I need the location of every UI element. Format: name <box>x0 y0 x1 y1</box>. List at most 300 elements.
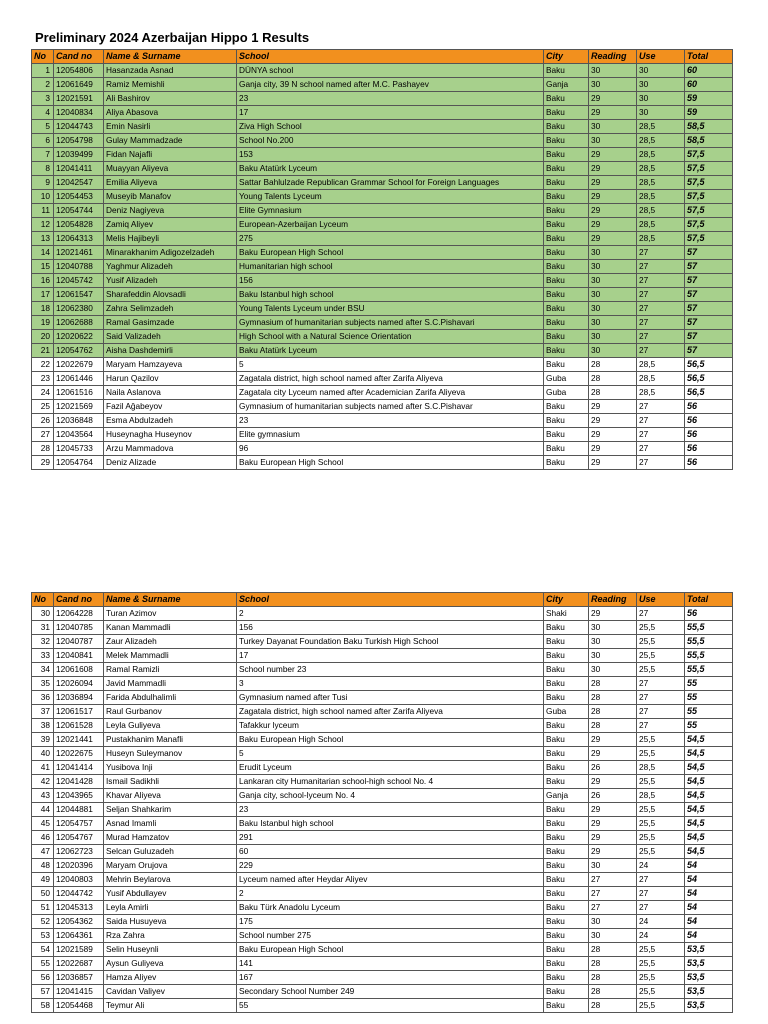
cell-reading: 28 <box>589 677 637 691</box>
cell-city: Baku <box>544 148 589 162</box>
table-row <box>32 120 733 134</box>
cell-cand-no: 12026094 <box>54 677 104 691</box>
table-row <box>32 400 733 414</box>
cell-school: Lyceum named after Heydar Aliyev <box>237 873 544 887</box>
cell-no: 16 <box>32 274 54 288</box>
results-table-2 <box>31 592 733 1013</box>
cell-cand-no: 12040788 <box>54 260 104 274</box>
table-row <box>32 134 733 148</box>
cell-city: Baku <box>544 957 589 971</box>
cell-cand-no: 12040785 <box>54 621 104 635</box>
cell-name: Ramal Ramizli <box>104 663 237 677</box>
cell-name: Leyla Amirli <box>104 901 237 915</box>
cell-no: 39 <box>32 733 54 747</box>
cell-city: Baku <box>544 845 589 859</box>
cell-use: 25,5 <box>637 957 685 971</box>
cell-total: 57 <box>685 260 733 274</box>
cell-no: 50 <box>32 887 54 901</box>
cell-no: 2 <box>32 78 54 92</box>
header-name: Name & Surname <box>104 50 237 64</box>
cell-no: 27 <box>32 428 54 442</box>
cell-reading: 30 <box>589 260 637 274</box>
cell-cand-no: 12064361 <box>54 929 104 943</box>
cell-total: 57 <box>685 288 733 302</box>
cell-cand-no: 12040787 <box>54 635 104 649</box>
cell-use: 28,5 <box>637 120 685 134</box>
cell-city: Baku <box>544 859 589 873</box>
cell-cand-no: 12054744 <box>54 204 104 218</box>
cell-use: 28,5 <box>637 218 685 232</box>
cell-city: Baku <box>544 442 589 456</box>
cell-use: 28,5 <box>637 162 685 176</box>
cell-reading: 30 <box>589 649 637 663</box>
cell-name: Maryam Orujova <box>104 859 237 873</box>
cell-reading: 29 <box>589 817 637 831</box>
cell-reading: 28 <box>589 985 637 999</box>
cell-city: Baku <box>544 901 589 915</box>
cell-name: Turan Azimov <box>104 607 237 621</box>
table-row <box>32 148 733 162</box>
cell-cand-no: 12061608 <box>54 663 104 677</box>
cell-cand-no: 12054767 <box>54 831 104 845</box>
cell-school: 17 <box>237 106 544 120</box>
cell-total: 54 <box>685 873 733 887</box>
cell-no: 43 <box>32 789 54 803</box>
cell-total: 58,5 <box>685 120 733 134</box>
cell-school: 229 <box>237 859 544 873</box>
cell-reading: 30 <box>589 344 637 358</box>
cell-total: 56,5 <box>685 358 733 372</box>
cell-reading: 30 <box>589 134 637 148</box>
table-row <box>32 190 733 204</box>
cell-name: Seljan Shahkarim <box>104 803 237 817</box>
table-row <box>32 260 733 274</box>
table-header-row <box>32 50 733 64</box>
cell-total: 59 <box>685 92 733 106</box>
header-city: City <box>544 593 589 607</box>
cell-school: Baku Istanbul high school <box>237 288 544 302</box>
cell-use: 27 <box>637 691 685 705</box>
cell-total: 54 <box>685 929 733 943</box>
cell-total: 54,5 <box>685 831 733 845</box>
cell-total: 54 <box>685 901 733 915</box>
header-city: City <box>544 50 589 64</box>
cell-no: 4 <box>32 106 54 120</box>
cell-cand-no: 12041414 <box>54 761 104 775</box>
cell-city: Baku <box>544 204 589 218</box>
cell-name: Hamza Aliyev <box>104 971 237 985</box>
header-total: Total <box>685 50 733 64</box>
cell-reading: 30 <box>589 274 637 288</box>
cell-reading: 29 <box>589 162 637 176</box>
header-reading: Reading <box>589 50 637 64</box>
cell-name: Leyla Guliyeva <box>104 719 237 733</box>
cell-school: High School with a Natural Science Orientation <box>237 330 544 344</box>
cell-use: 27 <box>637 719 685 733</box>
cell-total: 57,5 <box>685 176 733 190</box>
cell-name: Asnad Imamli <box>104 817 237 831</box>
cell-name: Fazil Ağabeyov <box>104 400 237 414</box>
cell-cand-no: 12044742 <box>54 887 104 901</box>
cell-name: Selcan Guluzadeh <box>104 845 237 859</box>
table-row <box>32 873 733 887</box>
cell-school: Young Talents Lyceum <box>237 190 544 204</box>
cell-total: 53,5 <box>685 943 733 957</box>
cell-name: Aliya Abasova <box>104 106 237 120</box>
table-row <box>32 887 733 901</box>
cell-city: Baku <box>544 985 589 999</box>
cell-total: 57 <box>685 344 733 358</box>
cell-use: 25,5 <box>637 649 685 663</box>
cell-no: 48 <box>32 859 54 873</box>
cell-use: 28,5 <box>637 232 685 246</box>
cell-city: Baku <box>544 887 589 901</box>
cell-city: Baku <box>544 92 589 106</box>
cell-city: Baku <box>544 218 589 232</box>
cell-city: Baku <box>544 873 589 887</box>
cell-cand-no: 12054828 <box>54 218 104 232</box>
table-row <box>32 176 733 190</box>
cell-school: 2 <box>237 607 544 621</box>
cell-reading: 30 <box>589 635 637 649</box>
header-use: Use <box>637 593 685 607</box>
cell-school: DÜNYA school <box>237 64 544 78</box>
cell-school: 156 <box>237 274 544 288</box>
cell-use: 27 <box>637 887 685 901</box>
cell-cand-no: 12021461 <box>54 246 104 260</box>
cell-total: 56,5 <box>685 386 733 400</box>
cell-use: 25,5 <box>637 803 685 817</box>
cell-cand-no: 12020396 <box>54 859 104 873</box>
cell-city: Baku <box>544 999 589 1013</box>
table-row <box>32 999 733 1013</box>
cell-total: 54 <box>685 915 733 929</box>
cell-no: 54 <box>32 943 54 957</box>
cell-school: Baku European High School <box>237 733 544 747</box>
cell-no: 10 <box>32 190 54 204</box>
cell-cand-no: 12044881 <box>54 803 104 817</box>
table-row <box>32 733 733 747</box>
cell-use: 28,5 <box>637 789 685 803</box>
cell-use: 28,5 <box>637 372 685 386</box>
cell-total: 53,5 <box>685 985 733 999</box>
cell-no: 45 <box>32 817 54 831</box>
cell-no: 49 <box>32 873 54 887</box>
cell-cand-no: 12043965 <box>54 789 104 803</box>
cell-city: Baku <box>544 358 589 372</box>
cell-use: 27 <box>637 442 685 456</box>
cell-cand-no: 12054764 <box>54 456 104 470</box>
table-row <box>32 162 733 176</box>
cell-name: Melek Mammadli <box>104 649 237 663</box>
cell-name: Raul Gurbanov <box>104 705 237 719</box>
table-row <box>32 78 733 92</box>
cell-no: 5 <box>32 120 54 134</box>
cell-cand-no: 12042547 <box>54 176 104 190</box>
table-row <box>32 677 733 691</box>
cell-city: Baku <box>544 414 589 428</box>
cell-reading: 30 <box>589 64 637 78</box>
cell-no: 24 <box>32 386 54 400</box>
cell-city: Baku <box>544 775 589 789</box>
cell-use: 30 <box>637 64 685 78</box>
cell-reading: 29 <box>589 400 637 414</box>
cell-no: 29 <box>32 456 54 470</box>
table-row <box>32 607 733 621</box>
cell-use: 27 <box>637 873 685 887</box>
cell-no: 47 <box>32 845 54 859</box>
cell-name: Pustakhanim Manafli <box>104 733 237 747</box>
cell-reading: 29 <box>589 442 637 456</box>
cell-name: Gulay Mammadzade <box>104 134 237 148</box>
cell-name: Naila Aslanova <box>104 386 237 400</box>
cell-school: Tafakkur lyceum <box>237 719 544 733</box>
cell-total: 53,5 <box>685 999 733 1013</box>
cell-cand-no: 12061528 <box>54 719 104 733</box>
cell-cand-no: 12062688 <box>54 316 104 330</box>
cell-cand-no: 12036857 <box>54 971 104 985</box>
cell-name: Selin Huseynli <box>104 943 237 957</box>
cell-city: Baku <box>544 747 589 761</box>
cell-city: Baku <box>544 302 589 316</box>
cell-reading: 28 <box>589 386 637 400</box>
table-row <box>32 761 733 775</box>
table-row <box>32 663 733 677</box>
cell-no: 33 <box>32 649 54 663</box>
cell-use: 27 <box>637 288 685 302</box>
cell-school: Gymnasium of humanitarian subjects named after S.C.Pishavari <box>237 316 544 330</box>
cell-no: 35 <box>32 677 54 691</box>
cell-no: 44 <box>32 803 54 817</box>
cell-name: Ali Bashirov <box>104 92 237 106</box>
cell-cand-no: 12039499 <box>54 148 104 162</box>
cell-no: 46 <box>32 831 54 845</box>
cell-city: Baku <box>544 733 589 747</box>
cell-use: 27 <box>637 344 685 358</box>
cell-use: 24 <box>637 929 685 943</box>
cell-no: 19 <box>32 316 54 330</box>
cell-cand-no: 12021591 <box>54 92 104 106</box>
cell-name: Minarakhanim Adigozelzadeh <box>104 246 237 260</box>
cell-total: 57,5 <box>685 204 733 218</box>
cell-school: School number 23 <box>237 663 544 677</box>
cell-no: 3 <box>32 92 54 106</box>
cell-total: 55 <box>685 677 733 691</box>
cell-cand-no: 12044743 <box>54 120 104 134</box>
cell-no: 1 <box>32 64 54 78</box>
cell-total: 57,5 <box>685 218 733 232</box>
cell-use: 28,5 <box>637 358 685 372</box>
table-header-row <box>32 593 733 607</box>
cell-total: 54,5 <box>685 789 733 803</box>
cell-school: Ganja city, school-lyceum No. 4 <box>237 789 544 803</box>
cell-no: 32 <box>32 635 54 649</box>
cell-school: 23 <box>237 92 544 106</box>
cell-school: 96 <box>237 442 544 456</box>
cell-school: 55 <box>237 999 544 1013</box>
cell-reading: 29 <box>589 176 637 190</box>
cell-no: 58 <box>32 999 54 1013</box>
cell-no: 25 <box>32 400 54 414</box>
cell-total: 56,5 <box>685 372 733 386</box>
cell-total: 54,5 <box>685 733 733 747</box>
cell-name: Javid Mammadli <box>104 677 237 691</box>
cell-no: 57 <box>32 985 54 999</box>
cell-city: Baku <box>544 761 589 775</box>
header-no: No <box>32 593 54 607</box>
cell-use: 27 <box>637 274 685 288</box>
cell-use: 25,5 <box>637 999 685 1013</box>
cell-school: Secondary School Number 249 <box>237 985 544 999</box>
table-row <box>32 957 733 971</box>
cell-use: 25,5 <box>637 621 685 635</box>
cell-total: 54,5 <box>685 747 733 761</box>
cell-city: Baku <box>544 190 589 204</box>
cell-reading: 29 <box>589 92 637 106</box>
cell-name: Mehrin Beylarova <box>104 873 237 887</box>
cell-reading: 30 <box>589 246 637 260</box>
cell-no: 15 <box>32 260 54 274</box>
cell-school: Baku Atatürk Lyceum <box>237 162 544 176</box>
cell-name: Maryam Hamzayeva <box>104 358 237 372</box>
cell-school: Lankaran city Humanitarian school-high school No. 4 <box>237 775 544 789</box>
table-row <box>32 929 733 943</box>
cell-use: 25,5 <box>637 831 685 845</box>
cell-total: 58,5 <box>685 134 733 148</box>
cell-name: Hasanzada Asnad <box>104 64 237 78</box>
cell-school: School No.200 <box>237 134 544 148</box>
table-row <box>32 943 733 957</box>
cell-total: 54,5 <box>685 761 733 775</box>
table-row <box>32 456 733 470</box>
cell-cand-no: 12064313 <box>54 232 104 246</box>
cell-school: Zagatala city Lyceum named after Academician Zarifa Aliyeva <box>237 386 544 400</box>
cell-name: Murad Hamzatov <box>104 831 237 845</box>
cell-name: Zaur Alizadeh <box>104 635 237 649</box>
cell-cand-no: 12054362 <box>54 915 104 929</box>
cell-total: 57 <box>685 330 733 344</box>
page-title: Preliminary 2024 Azerbaijan Hippo 1 Results <box>35 30 310 45</box>
cell-city: Baku <box>544 929 589 943</box>
cell-name: Zamiq Aliyev <box>104 218 237 232</box>
header-cand-no: Cand no <box>54 593 104 607</box>
cell-school: 17 <box>237 649 544 663</box>
cell-use: 27 <box>637 705 685 719</box>
cell-use: 30 <box>637 106 685 120</box>
cell-use: 25,5 <box>637 985 685 999</box>
cell-no: 36 <box>32 691 54 705</box>
cell-school: Baku European High School <box>237 456 544 470</box>
cell-total: 60 <box>685 64 733 78</box>
cell-cand-no: 12062723 <box>54 845 104 859</box>
cell-name: Museyib Manafov <box>104 190 237 204</box>
cell-use: 25,5 <box>637 635 685 649</box>
header-name: Name & Surname <box>104 593 237 607</box>
table-row <box>32 64 733 78</box>
cell-no: 9 <box>32 176 54 190</box>
cell-cand-no: 12022679 <box>54 358 104 372</box>
table-row <box>32 621 733 635</box>
table-row <box>32 817 733 831</box>
cell-city: Baku <box>544 134 589 148</box>
cell-no: 11 <box>32 204 54 218</box>
cell-reading: 29 <box>589 148 637 162</box>
cell-cand-no: 12021589 <box>54 943 104 957</box>
table-row <box>32 316 733 330</box>
cell-total: 59 <box>685 106 733 120</box>
cell-use: 27 <box>637 456 685 470</box>
cell-use: 30 <box>637 92 685 106</box>
cell-school: Sattar Bahlulzade Republican Grammar School for Foreign Languages <box>237 176 544 190</box>
cell-no: 38 <box>32 719 54 733</box>
cell-use: 28,5 <box>637 190 685 204</box>
cell-use: 27 <box>637 260 685 274</box>
cell-reading: 30 <box>589 915 637 929</box>
cell-total: 54 <box>685 859 733 873</box>
cell-cand-no: 12054453 <box>54 190 104 204</box>
cell-city: Baku <box>544 106 589 120</box>
cell-reading: 29 <box>589 190 637 204</box>
cell-total: 57 <box>685 302 733 316</box>
cell-cand-no: 12045742 <box>54 274 104 288</box>
cell-city: Baku <box>544 64 589 78</box>
cell-city: Baku <box>544 176 589 190</box>
table-row <box>32 372 733 386</box>
cell-cand-no: 12045313 <box>54 901 104 915</box>
cell-no: 14 <box>32 246 54 260</box>
cell-city: Baku <box>544 817 589 831</box>
cell-reading: 29 <box>589 733 637 747</box>
cell-city: Baku <box>544 943 589 957</box>
cell-reading: 29 <box>589 803 637 817</box>
cell-cand-no: 12040841 <box>54 649 104 663</box>
cell-name: Ramal Gasimzade <box>104 316 237 330</box>
table-row <box>32 971 733 985</box>
cell-no: 42 <box>32 775 54 789</box>
cell-name: Fidan Najafli <box>104 148 237 162</box>
cell-city: Baku <box>544 649 589 663</box>
cell-city: Baku <box>544 232 589 246</box>
cell-name: Saida Husuyeva <box>104 915 237 929</box>
cell-name: Zahra Selimzadeh <box>104 302 237 316</box>
cell-city: Baku <box>544 246 589 260</box>
header-no: No <box>32 50 54 64</box>
cell-cand-no: 12036848 <box>54 414 104 428</box>
cell-total: 54,5 <box>685 845 733 859</box>
cell-no: 56 <box>32 971 54 985</box>
cell-reading: 28 <box>589 372 637 386</box>
cell-city: Baku <box>544 120 589 134</box>
cell-city: Shaki <box>544 607 589 621</box>
cell-reading: 29 <box>589 232 637 246</box>
cell-name: Kanan Mammadli <box>104 621 237 635</box>
cell-reading: 30 <box>589 78 637 92</box>
cell-reading: 30 <box>589 120 637 134</box>
cell-cand-no: 12061649 <box>54 78 104 92</box>
cell-city: Baku <box>544 162 589 176</box>
cell-name: Melis Hajibeyli <box>104 232 237 246</box>
cell-city: Guba <box>544 705 589 719</box>
cell-name: Yaghmur Alizadeh <box>104 260 237 274</box>
cell-cand-no: 12062380 <box>54 302 104 316</box>
cell-cand-no: 12061547 <box>54 288 104 302</box>
cell-use: 24 <box>637 859 685 873</box>
table-row <box>32 915 733 929</box>
cell-use: 27 <box>637 414 685 428</box>
cell-reading: 29 <box>589 747 637 761</box>
cell-school: 291 <box>237 831 544 845</box>
cell-total: 57 <box>685 316 733 330</box>
